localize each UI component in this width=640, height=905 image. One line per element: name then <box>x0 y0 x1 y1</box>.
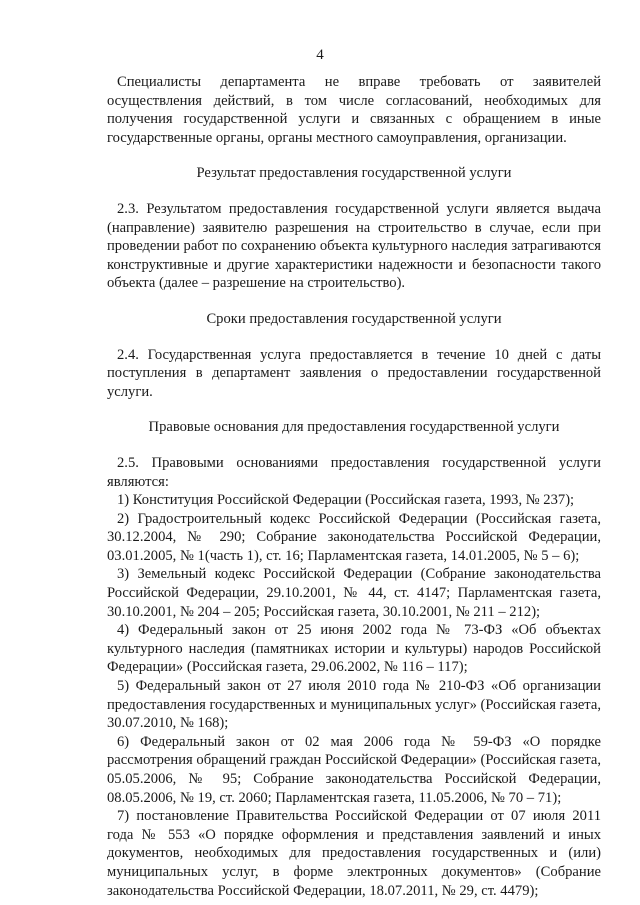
page-number: 4 <box>316 47 324 63</box>
result-paragraph: 2.3. Результатом предоставления государственной услуги является выдача (направление) заявителю разрешения на строительство в случае, если при проведении работ по сохранению объекта культурного наследия затрагиваются конструктивные и другие характеристики надежности и безопасности такого объекта (далее – разрешение на строительство). <box>107 200 601 292</box>
legal-intro-paragraph: 2.5. Правовыми основаниями предоставления государственной услуги являются: <box>107 454 601 490</box>
legal-item-5: 5) Федеральный закон от 27 июля 2010 года № 210-ФЗ «Об организации предоставления государственных и муниципальных услуг» (Российская газета, 30.07.2010, № 168); <box>107 678 601 732</box>
legal-item-6: 6) Федеральный закон от 02 мая 2006 года № 59-ФЗ «О порядке рассмотрения обращений граждан Российской Федерации» (Российская газета, 05.05.2006, № 95; Собрание законодательства Российской Федерации, 08.05.2006, № 19, ст. 2060; Парламентская газета, 11.05.2006, № 70 – 71); <box>107 733 601 806</box>
intro-paragraph: Специалисты департамента не вправе требовать от заявителей осуществления действий, в том числе согласований, необходимых для получения государственной услуги и связанных с обращением в иные государственные органы, органы местного самоуправления, организации. <box>107 74 601 146</box>
legal-item-3: 3) Земельный кодекс Российской Федерации (Собрание законодательства Российской Федерации, 29.10.2001, № 44, ст. 4147; Парламентская газета, 30.10.2001, № 204 – 205; Российская газета, 30.10.2001, № 211 – 212); <box>107 566 601 620</box>
legal-item-1: 1) Конституция Российской Федерации (Российская газета, 1993, № 237); <box>117 492 575 509</box>
legal-item-2: 2) Градостроительный кодекс Российской Федерации (Российская газета, 30.12.2004, № 290; Собрание законодательства Российской Федерации, 03.01.2005, № 1(часть 1), ст. 16; Парламентская газета, 14.01.2005, № 5 – 6); <box>107 510 601 564</box>
legal-item-4: 4) Федеральный закон от 25 июня 2002 года № 73-ФЗ «Об объектах культурного наследия (памятниках истории и культуры) народов Российской Федерации» (Российская газета, 29.06.2002, № 116 – 117); <box>107 622 601 676</box>
legal-heading: Правовые основания для предоставления государственной услуги <box>148 419 560 436</box>
document-body <box>107 73 601 900</box>
legal-item-7: 7) постановление Правительства Российской Федерации от 07 июля 2011 года № 553 «О порядке оформления и представления заявлений и иных документов, необходимых для предоставления государственных и (или) муниципальных услуг, в форме электронных документов» (Собрание законодательства Российской Федерации, 18.07.2011, № 29, ст. 4479); <box>107 808 601 899</box>
terms-paragraph: 2.4. Государственная услуга предоставляется в течение 10 дней с даты поступления в департамент заявления о предоставлении государственной услуги. <box>107 346 601 400</box>
result-heading: Результат предоставления государственной услуги <box>196 165 512 182</box>
terms-heading: Сроки предоставления государственной услуги <box>206 310 502 327</box>
